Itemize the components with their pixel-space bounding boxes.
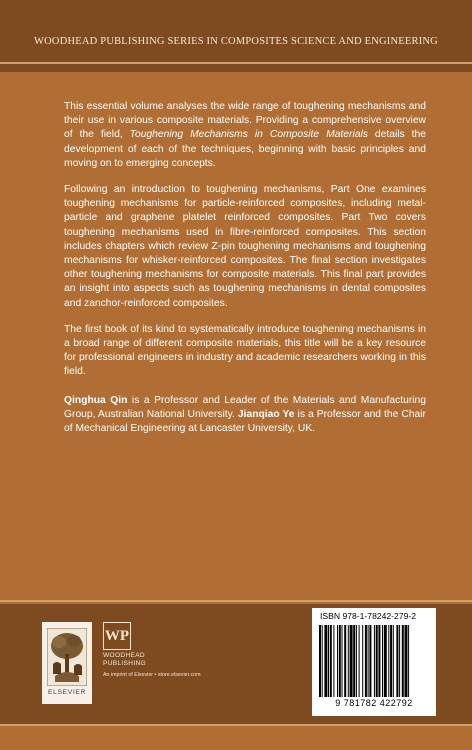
barcode-bar (384, 625, 387, 697)
blurb-paragraph-2: Following an introduction to toughening mechanisms, Part One examines toughening mechanisms for particle-reinforced composites, including metal-particle and graphene platelet reinforced composites. Part Two covers toughening mechanisms used in fibre-reinforced composites. This section includes chapters which review Z-pin toughening mechanisms and toughening mechanisms for whisker-reinforced composites. The final section investigates other toughening mechanisms for composite materials. This final part provides an insight into aspects such as toughening mechanisms in dental composites and zanchor-reinforced composites. (64, 184, 426, 309)
footer-base (0, 726, 472, 750)
barcode-bar (390, 625, 392, 697)
barcode-bar (362, 625, 363, 697)
barcode-bar (376, 625, 378, 697)
barcode-icon (319, 625, 429, 697)
blurb-paragraph-3: The first book of its kind to systematically introduce toughening mechanisms in a broad range of different composite materials, this title will be a key resource for professional engineers in industry and academic researchers working in this field. (64, 323, 426, 378)
barcode-bar (374, 625, 375, 697)
barcode-bar (319, 625, 321, 697)
barcode-bar (348, 625, 349, 697)
barcode-bar (333, 625, 334, 697)
isbn-label: ISBN 978-1-78242-279-2 (320, 611, 417, 621)
barcode-bar (388, 625, 389, 697)
header-rule (0, 62, 472, 64)
elsevier-wordmark: ELSEVIER (47, 689, 87, 696)
barcode-bar (350, 625, 353, 697)
barcode-bar (328, 625, 329, 697)
barcode-bar (402, 625, 404, 697)
barcode-bar (344, 625, 346, 697)
barcode-bar (342, 625, 343, 697)
barcode-bar (399, 625, 400, 697)
barcode-bar (330, 625, 332, 697)
barcode-bar (365, 625, 367, 697)
isbn-barcode-panel (312, 608, 436, 716)
blurb-paragraph-1 (64, 100, 426, 171)
barcode-bar (393, 625, 394, 697)
author-1-bio: is a Professor and Leader of the Materials and Manufacturing Group, Australian National University. (64, 394, 426, 420)
series-title: WOODHEAD PUBLISHING SERIES IN COMPOSITES SCIENCE AND ENGINEERING (34, 36, 438, 47)
barcode-bar (368, 625, 369, 697)
author-1-name: Qinghua Qin (64, 394, 128, 406)
barcode-bar (396, 625, 398, 697)
barcode-bar (405, 625, 408, 697)
barcode-bar (356, 625, 357, 697)
woodhead-line-1: WOODHEAD (103, 652, 145, 659)
barcode-bar (382, 625, 383, 697)
barcode-digits: 9 781782 422792 (335, 698, 413, 708)
author-2-name: Jianqiao Ye (237, 408, 295, 420)
blurb-p1-text-b: details the development of each of the techniques, beginning with basic principles and moving on to emerging concepts. (64, 129, 426, 169)
barcode-bar (322, 625, 323, 697)
barcode-bar (324, 625, 327, 697)
author-bios (64, 394, 426, 437)
book-title-italic: Toughening Mechanisms in Composite Materials (129, 129, 368, 141)
barcode-bar (378, 625, 380, 697)
elsevier-tree-icon (47, 628, 87, 686)
barcode-bar (353, 625, 355, 697)
woodhead-logo-mark: WP (103, 622, 131, 650)
imprint-line: An imprint of Elsevier • store.elsevier.com (103, 672, 201, 678)
barcode-bar (337, 625, 338, 697)
barcode-bar (408, 625, 409, 697)
footer-rule-top (0, 600, 472, 602)
author-2-bio: is a Professor and the Chair of Mechanical Engineering at Lancaster University, UK. (64, 408, 426, 435)
woodhead-publishing-name (103, 652, 146, 668)
woodhead-line-2: PUBLISHING (103, 660, 146, 667)
blurb (64, 100, 426, 448)
elsevier-logo (42, 622, 92, 704)
blurb-p1-text-a: This essential volume analyses the wide range of toughening mechanisms and their use in various composite materials. Providing a comprehensive overview of the field, (64, 101, 426, 141)
barcode-bar (339, 625, 341, 697)
barcode-bar (359, 625, 360, 697)
barcode-bar (369, 625, 371, 697)
